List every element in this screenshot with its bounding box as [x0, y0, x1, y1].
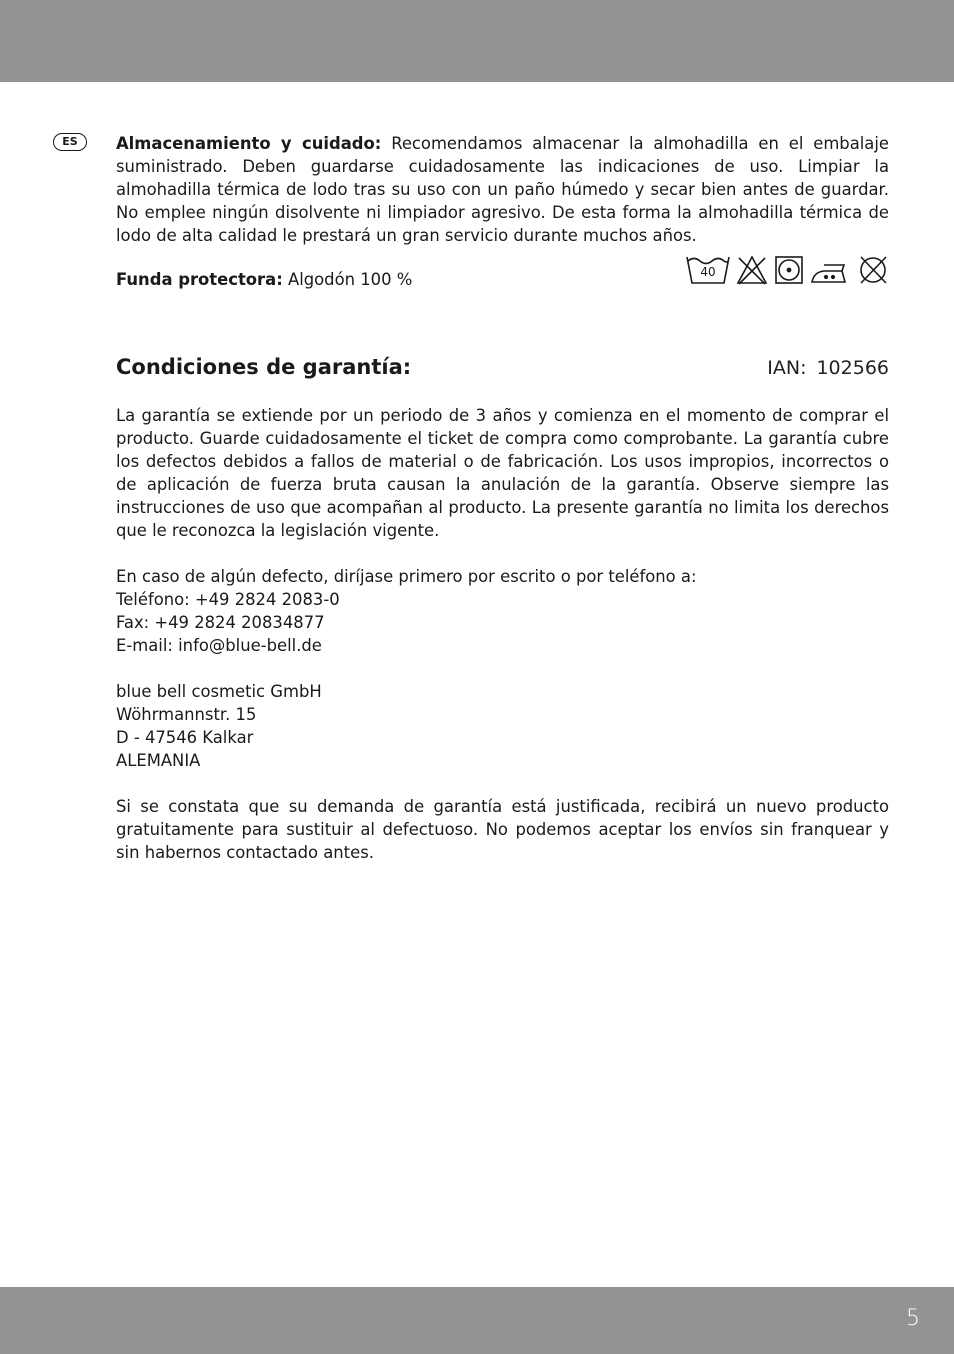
- cover-label: Funda protectora:: [116, 270, 283, 289]
- care-symbols: [686, 254, 890, 286]
- wash-temp-label: 40: [700, 265, 716, 279]
- email-line: E-mail: info@blue-bell.de: [116, 636, 322, 655]
- address-company: blue bell cosmetic GmbH: [116, 682, 322, 701]
- phone-line: Teléfono: +49 2824 2083-0: [116, 590, 340, 609]
- address-city: D - 47546 Kalkar: [116, 728, 254, 747]
- header-band: [0, 0, 954, 82]
- no-tumble-dry-icon: [776, 257, 802, 283]
- ian-value: 102566: [816, 357, 889, 379]
- page-number: 5: [906, 1306, 920, 1331]
- no-bleach-icon: [738, 257, 766, 284]
- contact-intro: En caso de algún defecto, diríjase primero por escrito o por teléfono a:: [116, 567, 697, 586]
- storage-paragraph: [116, 132, 889, 247]
- cover-value: Algodón 100 %: [287, 270, 413, 289]
- warranty-final-paragraph: Si se constata que su demanda de garantía está justificada, recibirá un nuevo producto gratuitamente para sustituir al defectuoso. No podemos aceptar los envíos sin franquear y sin habernos contactado antes.: [116, 797, 889, 862]
- ian-label: IAN:: [767, 357, 807, 379]
- wash-40-icon: [687, 257, 729, 283]
- no-dry-clean-icon: [861, 257, 886, 283]
- warranty-paragraph: La garantía se extiende por un periodo de 3 años y comienza en el momento de comprar el producto. Guarde cuidadosamente el ticket de compra como comprobante. La garantía cubre los defectos debidos a fallos de material o de fabricación. Los usos impropios, incorrectos o de aplicación de fuerza bruta causan la anulación de la garantía. Observe siempre las instrucciones de uso que acompañan al producto. La presente garantía no limita los derechos que le reconozca la legislación vigente.: [116, 406, 889, 540]
- fax-line: Fax: +49 2824 20834877: [116, 613, 325, 632]
- warranty-title: Condiciones de garantía:: [116, 355, 412, 379]
- iron-two-dots-icon: [812, 265, 845, 282]
- warranty-body: [116, 404, 889, 864]
- storage-section: [116, 132, 889, 247]
- storage-label: Almacenamiento y cuidado:: [116, 134, 382, 153]
- storage-text: Recomendamos almacenar la almohadilla en el embalaje suministrado. Deben guardarse cuidadosamente las indicaciones de uso. Limpiar la almohadilla térmica de lodo tras su uso con un paño húmedo y secar bien antes de guardar. No emplee ningún disolvente ni limpiador agresivo. De esta forma la almohadilla térmica de lodo de alta calidad le prestará un gran servicio durante muchos años.: [116, 134, 889, 245]
- address-country: ALEMANIA: [116, 751, 201, 770]
- language-badge: ES: [53, 133, 87, 151]
- ian-code: [767, 357, 889, 379]
- footer-band: [0, 1287, 954, 1354]
- address-street: Wöhrmannstr. 15: [116, 705, 257, 724]
